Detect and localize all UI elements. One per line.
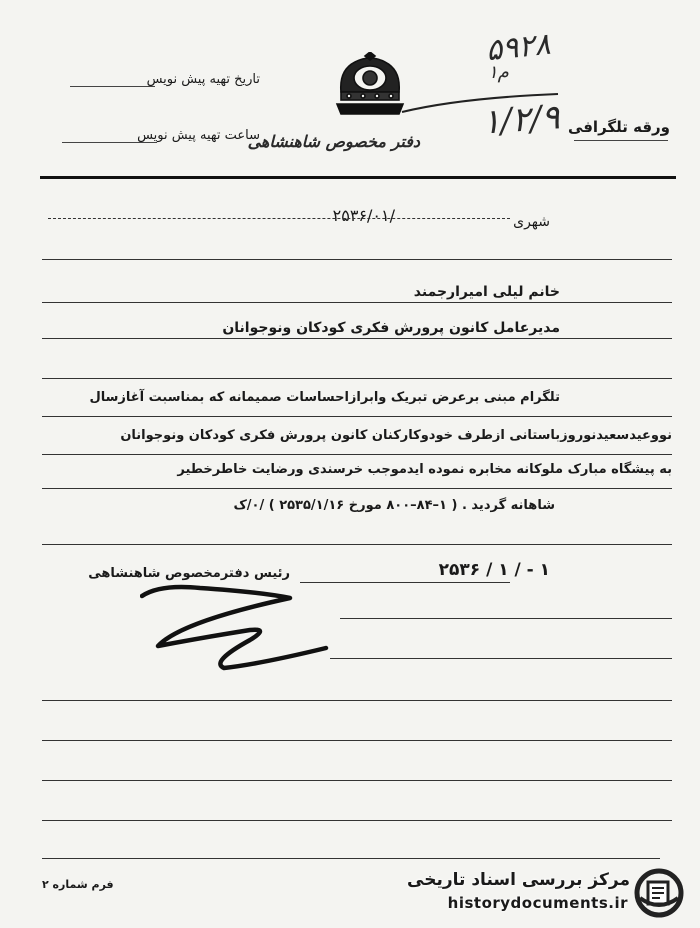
body-line-3: به پیشگاه مبارک ملوکانه مخابره نموده ایدموجب خرسندی ورضایت خاطرخطیر bbox=[177, 462, 672, 477]
body-line-4: شاهانه گردید . ( ۱–۸۴–۸۰۰ مورخ ۲۵۳۵/۱/۱۶ ) /۰/ک bbox=[233, 498, 555, 513]
handwritten-stroke bbox=[400, 90, 560, 120]
ruled-line bbox=[42, 488, 672, 489]
header-divider bbox=[40, 176, 676, 179]
top-reference: ۲۵۳۶/۰۱/ bbox=[332, 206, 395, 225]
ruled-line bbox=[42, 416, 672, 417]
city-label: شهری bbox=[513, 214, 550, 230]
handwritten-signature bbox=[140, 582, 330, 682]
ruled-line bbox=[340, 618, 672, 619]
ruled-line bbox=[42, 378, 672, 379]
body-line-1: تلگرام مبنی برعرض تبریک وابرازاحساسات صمیمانه که بمناسبت آغازسال bbox=[89, 390, 560, 405]
ruled-line bbox=[42, 820, 672, 821]
ruled-line bbox=[42, 700, 672, 701]
recipient-name: خانم لیلی امیرارجمند bbox=[413, 284, 560, 300]
ruled-line bbox=[42, 780, 672, 781]
document-date: ۲۵۳۶ / ۱ / - ۱ bbox=[438, 560, 550, 580]
ruled-line bbox=[330, 658, 672, 659]
ruled-line bbox=[48, 218, 510, 219]
handwritten-date: ۱/۲/۹ bbox=[480, 97, 562, 143]
ruled-line bbox=[42, 259, 672, 260]
ruled-line bbox=[42, 338, 672, 339]
signatory-title: رئیس دفترمخصوص شاهنشاهی bbox=[88, 566, 290, 581]
recipient-title: مدیرعامل کانون پرورش فکری کودکان ونوجوانان bbox=[222, 320, 560, 336]
handwritten-mark: ۱م bbox=[488, 62, 509, 83]
ruled-line bbox=[42, 544, 672, 545]
prep-time-line bbox=[62, 142, 157, 143]
form-number: فرم شماره ۲ bbox=[42, 878, 114, 891]
body-line-2: نووعیدسعیدنوروزباستانی ازطرف خودوکارکنان کانون پرورش فکری کودکان ونوجوانان bbox=[120, 428, 672, 443]
ruled-line bbox=[300, 582, 510, 583]
ruled-line bbox=[42, 858, 660, 859]
form-title: ورقه تلگرافی bbox=[567, 118, 670, 136]
watermark-site: historydocuments.ir bbox=[447, 894, 628, 912]
ruled-line bbox=[42, 740, 672, 741]
watermark-logo-icon bbox=[634, 868, 684, 918]
watermark bbox=[407, 864, 690, 920]
prep-date-line bbox=[70, 86, 155, 87]
handwritten-number: ۵۹۲۸ bbox=[483, 26, 552, 69]
ruled-line bbox=[42, 454, 672, 455]
ruled-line bbox=[42, 302, 672, 303]
prep-time-label: ساعت تهیه پیش نویس bbox=[137, 128, 260, 143]
office-name: دفتر مخصوص شاهنشاهی bbox=[247, 132, 420, 151]
prep-date-label: تاریخ تهیه پیش نویس bbox=[146, 72, 260, 87]
form-title-underline bbox=[574, 140, 668, 141]
crown-emblem bbox=[333, 52, 407, 118]
watermark-org: مرکز بررسی اسناد تاریخی bbox=[407, 870, 630, 890]
